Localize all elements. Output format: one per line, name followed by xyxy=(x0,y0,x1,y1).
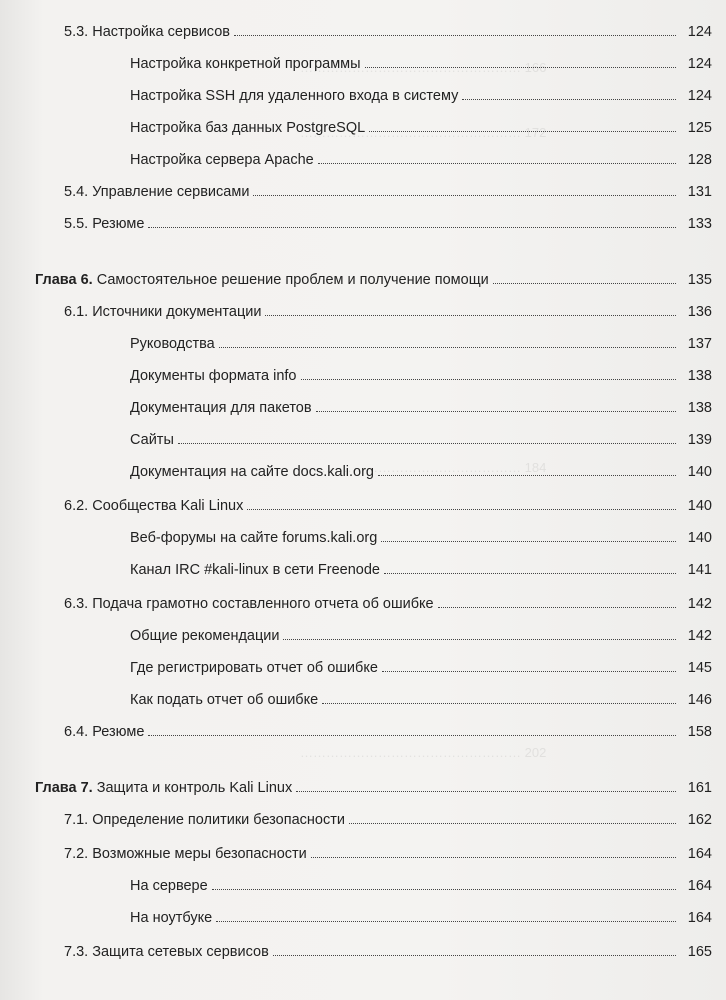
leader-dots xyxy=(382,671,676,672)
toc-entry-title: Документы формата info xyxy=(130,368,297,384)
toc-entry-title: Защита и контроль Kali Linux xyxy=(96,780,293,796)
toc-entry-title: Настройка SSH для удаленного входа в систему xyxy=(130,88,459,104)
toc-entry-title: Подача грамотно составленного отчета об ошибке xyxy=(92,596,434,612)
leader-dots xyxy=(301,379,677,380)
toc-entry-title: Возможные меры безопасности xyxy=(92,846,307,862)
toc-entry[interactable] xyxy=(130,398,712,418)
toc-entry[interactable] xyxy=(64,302,712,322)
show-through-text: …………………………………………… 172 xyxy=(300,125,547,140)
leader-dots xyxy=(148,227,676,228)
toc-entry[interactable] xyxy=(64,722,712,742)
toc-entry[interactable] xyxy=(64,942,712,962)
toc-page-number: 140 xyxy=(687,498,712,514)
toc-entry-title: На ноутбуке xyxy=(130,910,213,926)
toc-entry-title: Веб-форумы на сайте forums.kali.org xyxy=(130,530,378,546)
leader-dots xyxy=(283,639,676,640)
leader-dots xyxy=(322,703,676,704)
leader-dots xyxy=(349,823,676,824)
toc-entry-title: Руководства xyxy=(130,336,215,352)
toc-entry-number: 7.2. xyxy=(64,846,89,862)
toc-entry-title: Документация на сайте docs.kali.org xyxy=(130,464,374,480)
leader-dots xyxy=(216,921,676,922)
toc-entry[interactable] xyxy=(130,908,712,928)
toc-entry[interactable] xyxy=(64,182,712,202)
toc-entry-number: 6.3. xyxy=(64,596,89,612)
toc-entry[interactable] xyxy=(130,658,712,678)
toc-page-number: 158 xyxy=(687,724,712,740)
toc-page-number: 135 xyxy=(687,272,712,288)
leader-dots xyxy=(311,857,676,858)
toc-page-number: 138 xyxy=(687,400,712,416)
toc-page-number: 141 xyxy=(687,562,712,578)
toc-entry[interactable] xyxy=(130,150,712,170)
leader-dots xyxy=(296,791,676,792)
toc-entry-title: Сайты xyxy=(130,432,174,448)
leader-dots xyxy=(365,67,676,68)
toc-entry-title: Управление сервисами xyxy=(92,184,250,200)
toc-entry[interactable] xyxy=(130,54,712,74)
toc-page-number: 142 xyxy=(687,596,712,612)
toc-entry-title: Настройка сервисов xyxy=(92,24,230,40)
show-through-text: …………………………………………… 166 xyxy=(300,60,547,75)
leader-dots xyxy=(316,411,676,412)
toc-page-number: 142 xyxy=(687,628,712,644)
toc-entry[interactable] xyxy=(64,496,712,516)
toc-page-number: 139 xyxy=(687,432,712,448)
toc-entry[interactable] xyxy=(64,214,712,234)
toc-entry-title: Сообщества Kali Linux xyxy=(92,498,244,514)
leader-dots xyxy=(265,315,676,316)
toc-entry[interactable] xyxy=(130,118,712,138)
toc-page-number: 161 xyxy=(687,780,712,796)
toc-entry[interactable] xyxy=(130,86,712,106)
toc-page-number: 165 xyxy=(687,944,712,960)
toc-entry[interactable] xyxy=(130,626,712,646)
toc-entry-number: 6.2. xyxy=(64,498,89,514)
leader-dots xyxy=(493,283,676,284)
toc-page-number: 162 xyxy=(687,812,712,828)
toc-entry-title: Защита сетевых сервисов xyxy=(92,944,269,960)
toc-entry[interactable] xyxy=(64,22,712,42)
leader-dots xyxy=(234,35,676,36)
show-through-text: …………………………………………… 202 xyxy=(300,745,547,760)
toc-entry-title: На сервере xyxy=(130,878,208,894)
toc-entry-title: Где регистрировать отчет об ошибке xyxy=(130,660,378,676)
toc-entry-number: 5.3. xyxy=(64,24,89,40)
toc-entry[interactable] xyxy=(130,430,712,450)
leader-dots xyxy=(462,99,676,100)
leader-dots xyxy=(378,475,676,476)
toc-entry-title: Источники документации xyxy=(92,304,262,320)
leader-dots xyxy=(318,163,676,164)
toc-entry-title: Резюме xyxy=(92,724,145,740)
toc-page-number: 146 xyxy=(687,692,712,708)
toc-page-number: 138 xyxy=(687,368,712,384)
toc-entry[interactable] xyxy=(130,462,712,482)
toc-entry[interactable] xyxy=(130,876,712,896)
toc-entry[interactable] xyxy=(130,334,712,354)
toc-entry[interactable] xyxy=(64,810,712,830)
toc-page-number: 124 xyxy=(687,56,712,72)
toc-entry-title: Общие рекомендации xyxy=(130,628,280,644)
leader-dots xyxy=(148,735,676,736)
toc-entry[interactable] xyxy=(64,594,712,614)
toc-page-number: 124 xyxy=(687,88,712,104)
toc-page-number: 137 xyxy=(687,336,712,352)
leader-dots xyxy=(212,889,676,890)
toc-chapter-entry[interactable] xyxy=(35,778,712,798)
toc-page-number: 136 xyxy=(687,304,712,320)
leader-dots xyxy=(273,955,676,956)
toc-entry[interactable] xyxy=(130,528,712,548)
leader-dots xyxy=(438,607,676,608)
toc-page-number: 140 xyxy=(687,464,712,480)
toc-entry-title: Настройка конкретной программы xyxy=(130,56,361,72)
toc-entry-number: 5.4. xyxy=(64,184,89,200)
toc-entry-number: 7.1. xyxy=(64,812,89,828)
toc-chapter-number: Глава 6. xyxy=(35,272,93,288)
toc-entry-number: 7.3. xyxy=(64,944,89,960)
toc-page-number: 128 xyxy=(687,152,712,168)
leader-dots xyxy=(219,347,676,348)
toc-entry-number: 6.1. xyxy=(64,304,89,320)
toc-page-number: 164 xyxy=(687,846,712,862)
toc-entry[interactable] xyxy=(130,690,712,710)
leader-dots xyxy=(247,509,676,510)
toc-page-number: 140 xyxy=(687,530,712,546)
toc-page-number: 164 xyxy=(687,878,712,894)
leader-dots xyxy=(178,443,676,444)
toc-entry-title: Самостоятельное решение проблем и получение помощи xyxy=(96,272,489,288)
toc-entry[interactable] xyxy=(130,366,712,386)
leader-dots xyxy=(253,195,676,196)
toc-page-number: 125 xyxy=(687,120,712,136)
toc-page-number: 164 xyxy=(687,910,712,926)
toc-entry-title: Канал IRC #kali-linux в сети Freenode xyxy=(130,562,380,578)
toc-entry-title: Как подать отчет об ошибке xyxy=(130,692,319,708)
toc-entry-title: Настройка сервера Apache xyxy=(130,152,314,168)
toc-page-number: 133 xyxy=(687,216,712,232)
toc-chapter-number: Глава 7. xyxy=(35,780,93,796)
toc-page-number: 124 xyxy=(687,24,712,40)
toc-entry-number: 5.5. xyxy=(64,216,89,232)
toc-entry-title: Резюме xyxy=(92,216,145,232)
toc-chapter-entry[interactable] xyxy=(35,270,712,290)
leader-dots xyxy=(369,131,676,132)
toc-entry[interactable] xyxy=(130,560,712,580)
toc-entry-number: 6.4. xyxy=(64,724,89,740)
toc-entry-title: Определение политики безопасности xyxy=(92,812,345,828)
toc-page-number: 131 xyxy=(687,184,712,200)
toc-entry-title: Документация для пакетов xyxy=(130,400,312,416)
toc-entry[interactable] xyxy=(64,844,712,864)
leader-dots xyxy=(384,573,676,574)
toc-entry-title: Настройка баз данных PostgreSQL xyxy=(130,120,366,136)
leader-dots xyxy=(381,541,676,542)
show-through-text: …………………………………………… 184 xyxy=(300,460,547,475)
toc-page-number: 145 xyxy=(687,660,712,676)
